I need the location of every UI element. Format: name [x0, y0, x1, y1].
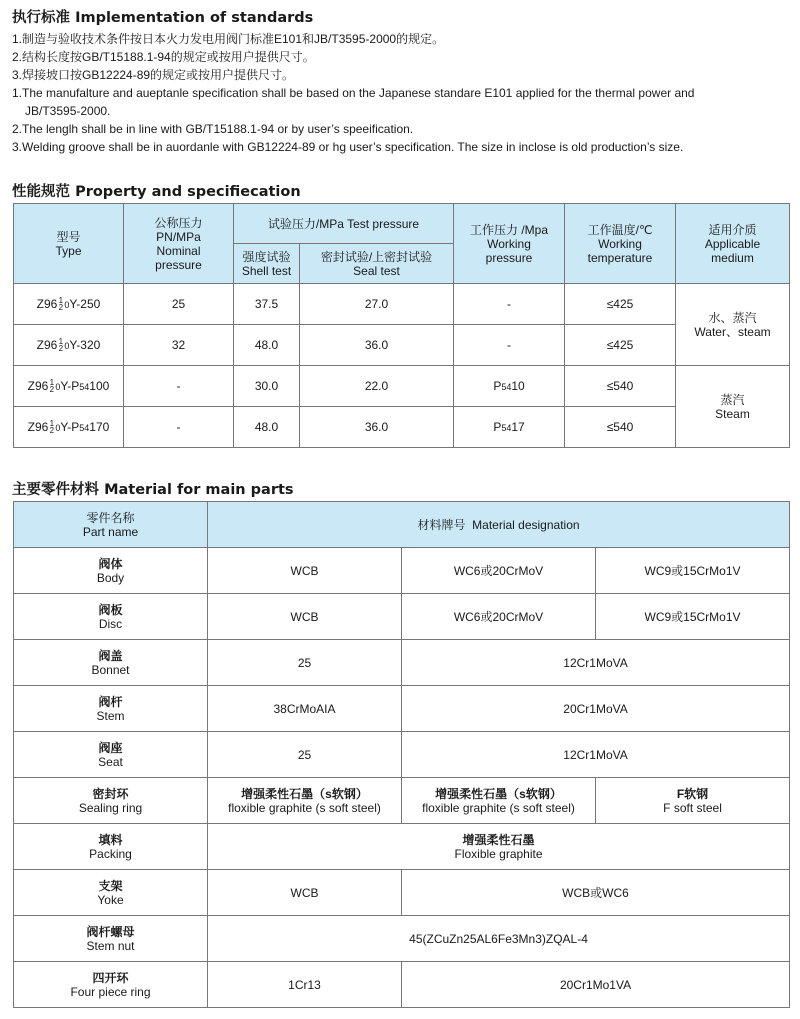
- type-sub: 0: [64, 299, 70, 310]
- header-seal-en: Seal test: [353, 263, 400, 278]
- frac-den: 2: [58, 302, 64, 312]
- header-shell-test: [234, 244, 300, 284]
- type-cell: [14, 284, 124, 325]
- material-cell: WCB: [208, 548, 402, 594]
- header-material-designation: [208, 502, 790, 548]
- part-cell: [14, 870, 208, 916]
- work-p: P: [493, 419, 502, 434]
- part-zh: 四开环: [92, 970, 129, 985]
- part-cell: [14, 962, 208, 1008]
- standard-line-zh-3: 3.焊接坡口按GB12224-89的规定或按用户提供尺寸。: [12, 68, 295, 82]
- table-row: [14, 870, 790, 916]
- standard-line-en-2: 2.The lenglh shall be in line with GB/T15188.1-94 or by user’s speeification.: [12, 122, 414, 136]
- standards-heading-en: Implementation of standards: [75, 10, 314, 26]
- work-sub: 54: [501, 422, 512, 433]
- type-fraction: [57, 297, 64, 311]
- part-en: Yoke: [97, 892, 124, 907]
- temp-cell: ≤425: [565, 284, 676, 325]
- type-prefix: Z96: [36, 296, 58, 311]
- standard-line-en-1b: JB/T3595-2000.: [25, 104, 111, 118]
- table-row: [14, 366, 790, 407]
- seal-cell: 36.0: [300, 407, 454, 448]
- material-zh: F软钢: [676, 786, 709, 801]
- materials-heading-zh: 主要零件材料: [12, 482, 99, 498]
- type-suffix: 100: [89, 378, 110, 393]
- material-zh: 增强柔性石墨（s软钢）: [241, 786, 368, 801]
- header-mat-zh: 材料牌号: [417, 517, 466, 532]
- table-row: [14, 732, 790, 778]
- material-cell: 20Cr1MoVA: [402, 686, 790, 732]
- header-medium-en2: medium: [711, 250, 754, 265]
- type-mid: Y-: [60, 378, 72, 393]
- part-cell: [14, 778, 208, 824]
- shell-cell: 37.5: [234, 284, 300, 325]
- material-cell: 12Cr1MoVA: [402, 640, 790, 686]
- table-row: [14, 916, 790, 962]
- type-suffix: 320: [80, 337, 101, 352]
- material-en: F soft steel: [663, 800, 722, 815]
- part-en: Body: [96, 570, 125, 585]
- standard-line-en-1: 1.The manufalture and aueptanle specification shall be based on the Japanese standare E101 applied for the thermal power and: [12, 86, 695, 100]
- type-fraction: [48, 379, 55, 393]
- part-en: Packing: [89, 846, 132, 861]
- type-sub: 0: [55, 422, 61, 433]
- part-en: Four piece ring: [70, 984, 151, 999]
- material-cell: WC6或20CrMoV: [402, 548, 596, 594]
- material-cell: [402, 778, 596, 824]
- material-cell: [596, 778, 790, 824]
- header-working-temperature: [565, 204, 676, 284]
- header-seal-zh: 密封试验/上密封试验: [320, 249, 433, 264]
- frac-num: 1: [58, 336, 64, 346]
- part-zh: 密封环: [92, 786, 129, 801]
- type-cell: [14, 407, 124, 448]
- shell-cell: 30.0: [234, 366, 300, 407]
- header-type-zh: 型号: [56, 229, 81, 244]
- property-heading: [12, 180, 301, 201]
- frac-num: 1: [49, 418, 55, 428]
- type-cell: [14, 366, 124, 407]
- header-test-en: Test pressure: [347, 216, 420, 231]
- medium-cell: [676, 284, 790, 366]
- part-en: Stem nut: [86, 938, 135, 953]
- pn-cell: 32: [124, 325, 234, 366]
- type-fraction: [57, 338, 64, 352]
- part-zh: 阀杆: [98, 694, 123, 709]
- standards-text: [12, 30, 788, 156]
- header-pn-en2: Nominal: [156, 243, 201, 258]
- materials-heading: [12, 478, 294, 499]
- shell-cell: 48.0: [234, 325, 300, 366]
- work-cell: [454, 366, 565, 407]
- header-test-zh: 试验压力/MPa: [267, 216, 344, 231]
- header-type: [14, 204, 124, 284]
- temp-cell: ≤540: [565, 366, 676, 407]
- type-psub: 54: [79, 381, 90, 392]
- material-cell: 45(ZCuZn25AL6Fe3Mn3)ZQAL-4: [208, 916, 790, 962]
- material-cell: 12Cr1MoVA: [402, 732, 790, 778]
- part-cell: [14, 916, 208, 962]
- part-cell: [14, 686, 208, 732]
- material-cell: 20Cr1Mo1VA: [402, 962, 790, 1008]
- medium-en: Steam: [715, 406, 750, 421]
- frac-den: 2: [49, 425, 55, 435]
- part-zh: 支架: [98, 878, 123, 893]
- property-heading-en: Property and specifiecation: [75, 184, 301, 200]
- type-mid: Y-: [69, 296, 81, 311]
- header-pn-en3: pressure: [155, 257, 202, 272]
- header-work-en2: pressure: [485, 250, 533, 265]
- header-work-en1: Working: [487, 236, 531, 251]
- table-row: [14, 407, 790, 448]
- header-part-zh: 零件名称: [86, 510, 135, 525]
- part-zh: 阀盖: [98, 648, 123, 663]
- table-row: [14, 594, 790, 640]
- type-prefix: Z96: [36, 337, 58, 352]
- header-mat-en: Material designation: [472, 517, 580, 532]
- part-cell: [14, 640, 208, 686]
- part-en: Seat: [98, 754, 123, 769]
- material-cell: WC9或15CrMo1V: [596, 548, 790, 594]
- type-prefix: Z96: [27, 378, 49, 393]
- work-val: 10: [511, 378, 525, 393]
- type-mid: Y-: [60, 419, 72, 434]
- header-medium-en1: Applicable: [704, 236, 761, 251]
- seal-cell: 22.0: [300, 366, 454, 407]
- standards-heading: [12, 6, 313, 27]
- material-cell: WCB或WC6: [402, 870, 790, 916]
- material-en: floxible graphite (s soft steel): [228, 800, 381, 815]
- work-cell: [454, 407, 565, 448]
- header-part-en: Part name: [82, 524, 139, 539]
- property-heading-zh: 性能规范: [12, 184, 70, 200]
- header-part-name: [14, 502, 208, 548]
- material-cell: WC6或20CrMoV: [402, 594, 596, 640]
- standards-heading-zh: 执行标准: [12, 10, 70, 26]
- property-table: [13, 203, 790, 448]
- header-pn-en1: PN/MPa: [156, 229, 201, 244]
- materials-table: [13, 501, 790, 1008]
- table-row: [14, 284, 790, 325]
- type-prefix: Z96: [27, 419, 49, 434]
- part-cell: [14, 732, 208, 778]
- material-en: floxible graphite (s soft steel): [422, 800, 575, 815]
- header-seal-test: [300, 244, 454, 284]
- header-pn-zh: 公称压力: [154, 215, 203, 230]
- part-cell: [14, 548, 208, 594]
- table-row: [14, 640, 790, 686]
- medium-en: Water、steam: [694, 324, 771, 339]
- header-medium: [676, 204, 790, 284]
- part-zh: 阀杆螺母: [86, 924, 135, 939]
- materials-heading-en: Material for main parts: [104, 482, 294, 498]
- material-cell: WC9或15CrMo1V: [596, 594, 790, 640]
- material-cell: 25: [208, 732, 402, 778]
- type-mid: Y-: [69, 337, 81, 352]
- work-cell: -: [454, 284, 565, 325]
- material-zh: 增强柔性石墨（s软钢）: [435, 786, 562, 801]
- material-en: Floxible graphite: [454, 846, 543, 861]
- header-temp-zh: 工作温度/℃: [587, 222, 653, 237]
- type-sub: 0: [55, 381, 61, 392]
- type-suffix: 250: [80, 296, 101, 311]
- part-cell: [14, 594, 208, 640]
- pn-cell: -: [124, 366, 234, 407]
- part-en: Bonnet: [91, 662, 130, 677]
- seal-cell: 27.0: [300, 284, 454, 325]
- part-zh: 阀体: [98, 556, 123, 571]
- header-working-pressure: [454, 204, 565, 284]
- type-cell: [14, 325, 124, 366]
- part-zh: 阀板: [98, 602, 123, 617]
- material-cell: [208, 778, 402, 824]
- temp-cell: ≤540: [565, 407, 676, 448]
- type-p: P: [71, 419, 80, 434]
- frac-num: 1: [58, 295, 64, 305]
- type-p: P: [71, 378, 80, 393]
- standard-line-zh-1: 1.制造与验收技术条件按日本火力发电用阀门标准E101和JB/T3595-2000的规定。: [12, 32, 445, 46]
- header-temp-en2: temperature: [587, 250, 653, 265]
- table-row: [14, 548, 790, 594]
- frac-num: 1: [49, 377, 55, 387]
- material-cell: 25: [208, 640, 402, 686]
- standard-line-en-3: 3.Welding groove shall be in auordanle with GB12224-89 or hg user’s specification. The size in inclose is old production’s size.: [12, 140, 684, 154]
- material-cell: WCB: [208, 594, 402, 640]
- part-en: Stem: [96, 708, 125, 723]
- work-val: 17: [511, 419, 525, 434]
- header-shell-en: Shell test: [241, 263, 292, 278]
- part-cell: [14, 824, 208, 870]
- table-row: [14, 686, 790, 732]
- work-cell: -: [454, 325, 565, 366]
- table-row: [14, 778, 790, 824]
- table-row: [14, 325, 790, 366]
- material-cell: WCB: [208, 870, 402, 916]
- medium-cell: [676, 366, 790, 448]
- material-cell: 38CrMoAIA: [208, 686, 402, 732]
- part-en: Sealing ring: [78, 800, 143, 815]
- table-row: [14, 824, 790, 870]
- temp-cell: ≤425: [565, 325, 676, 366]
- material-cell: 1Cr13: [208, 962, 402, 1008]
- header-work-zh: 工作压力 /Mpa: [470, 222, 549, 237]
- part-zh: 填料: [98, 832, 123, 847]
- type-sub: 0: [64, 340, 70, 351]
- table-row: [14, 962, 790, 1008]
- pn-cell: 25: [124, 284, 234, 325]
- material-zh: 增强柔性石墨: [462, 832, 535, 847]
- header-test-pressure: [234, 204, 454, 244]
- part-en: Disc: [98, 616, 123, 631]
- type-fraction: [48, 420, 55, 434]
- material-cell: [208, 824, 790, 870]
- work-p: P: [493, 378, 502, 393]
- seal-cell: 36.0: [300, 325, 454, 366]
- header-type-en: Type: [55, 243, 82, 258]
- shell-cell: 48.0: [234, 407, 300, 448]
- pn-cell: -: [124, 407, 234, 448]
- header-medium-zh: 适用介质: [708, 222, 757, 237]
- type-suffix: 170: [89, 419, 110, 434]
- frac-den: 2: [49, 384, 55, 394]
- type-psub: 54: [79, 422, 90, 433]
- work-sub: 54: [501, 381, 512, 392]
- frac-den: 2: [58, 343, 64, 353]
- part-zh: 阀座: [98, 740, 123, 755]
- medium-zh: 水、蒸汽: [708, 310, 757, 325]
- header-shell-zh: 强度试验: [242, 249, 291, 264]
- standard-line-zh-2: 2.结构长度按GB/T15188.1-94的规定或按用户提供尺寸。: [12, 50, 315, 64]
- header-temp-en1: Working: [598, 236, 642, 251]
- header-nominal-pressure: [124, 204, 234, 284]
- medium-zh: 蒸汽: [720, 392, 745, 407]
